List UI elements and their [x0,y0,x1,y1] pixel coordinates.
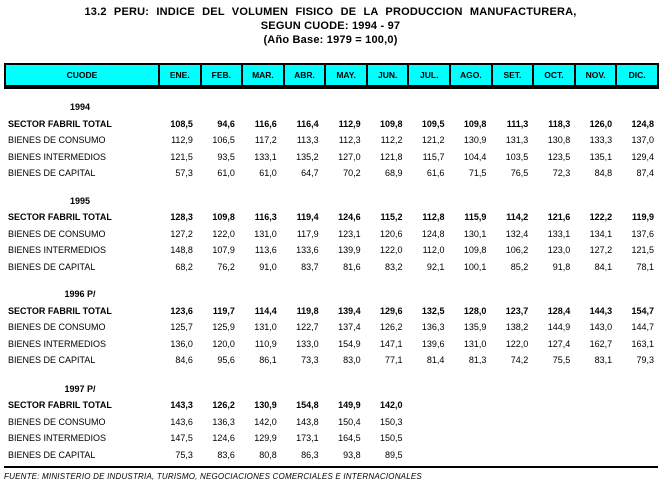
value-cell: 112,2 [380,135,403,146]
value-cell: 113,3 [296,135,319,146]
value-cell: 139,4 [338,305,361,316]
value-cell: 112,9 [338,118,361,129]
year-label: 1997 P/ [64,383,96,394]
value-cell: 121,2 [421,135,445,146]
value-cell: 112,8 [422,212,445,223]
value-cell: 127,2 [170,228,193,239]
value-cell: 84,6 [175,355,193,366]
value-cell: 119,7 [212,305,235,316]
title-line-1: 13.2 PERU: INDICE DEL VOLUMEN FISICO DE LA PRODUCCION MANUFACTURERA, [84,6,577,18]
table-row [4,132,659,149]
value-cell: 61,0 [217,168,235,179]
value-cell: 76,2 [217,261,235,272]
value-cell: 128,4 [547,305,571,316]
value-cell: 127,0 [338,151,361,162]
value-cell: 83,2 [385,261,403,272]
value-cell: 68,2 [175,261,193,272]
value-cell: 85,2 [510,261,529,272]
value-cell: 139,9 [338,245,361,256]
row-label: BIENES DE CAPITAL [8,355,96,366]
value-cell: 150,4 [338,416,361,427]
value-cell: 154,9 [338,338,361,349]
value-cell: 124,6 [212,433,235,444]
header-month-ene: ENE. [158,65,200,85]
value-cell: 143,8 [296,416,319,427]
value-cell: 130,8 [547,135,571,146]
value-cell: 72,3 [552,168,571,179]
value-cell: 75,3 [175,449,193,460]
header-month-set: SET. [491,65,533,85]
value-cell: 81,6 [343,261,361,272]
value-cell: 119,8 [296,305,319,316]
header-month-jun: JUN. [366,65,408,85]
value-cell: 129,9 [254,433,277,444]
row-label: BIENES INTERMEDIOS [8,245,107,256]
table-row [4,303,659,320]
value-cell: 133,3 [589,135,613,146]
value-cell: 154,7 [631,305,655,316]
value-cell: 142,0 [380,400,403,411]
row-label: BIENES INTERMEDIOS [8,433,107,444]
value-cell: 120,0 [212,338,235,349]
row-label: BIENES DE CAPITAL [8,449,96,460]
header-month-oct: OCT. [532,65,574,85]
value-cell: 136,0 [170,338,193,349]
table-header-row [4,63,659,89]
value-cell: 130,1 [463,228,487,239]
value-cell: 128,3 [170,212,193,223]
value-cell: 127,4 [547,338,571,349]
value-cell: 122,0 [505,338,529,349]
value-cell: 116,6 [254,118,277,129]
value-cell: 103,5 [505,151,529,162]
row-label: BIENES DE CONSUMO [8,322,106,333]
row-label: SECTOR FABRIL TOTAL [8,212,112,223]
page-title [0,0,661,47]
value-cell: 106,5 [212,135,235,146]
value-cell: 132,4 [505,228,529,239]
table-row [4,165,659,182]
table-body [4,99,659,463]
value-cell: 116,3 [254,212,277,223]
value-cell: 109,5 [421,118,445,129]
value-cell: 124,6 [338,212,361,223]
value-cell: 133,1 [547,228,571,239]
value-cell: 124,8 [631,118,655,129]
value-cell: 123,1 [338,228,361,239]
row-label: SECTOR FABRIL TOTAL [8,118,112,129]
value-cell: 125,7 [170,322,193,333]
value-cell: 131,3 [505,135,529,146]
row-label: BIENES INTERMEDIOS [8,338,107,349]
value-cell: 114,2 [506,212,529,223]
value-cell: 71,5 [468,168,487,179]
value-cell: 163,1 [631,338,655,349]
value-cell: 64,7 [301,168,319,179]
value-cell: 112,0 [422,245,445,256]
value-cell: 144,7 [631,322,655,333]
table-row [4,259,659,276]
value-cell: 122,0 [380,245,403,256]
value-cell: 119,9 [632,212,655,223]
value-cell: 77,1 [385,355,403,366]
value-cell: 80,8 [259,449,277,460]
table-row [4,336,659,353]
header-month-feb: FEB. [200,65,242,85]
value-cell: 133,1 [254,151,277,162]
value-cell: 130,9 [254,400,277,411]
value-cell: 91,0 [259,261,277,272]
header-month-may: MAY. [324,65,366,85]
row-label: SECTOR FABRIL TOTAL [8,305,112,316]
value-cell: 83,0 [343,355,361,366]
value-cell: 81,4 [426,355,445,366]
table-row [4,116,659,133]
row-label: BIENES DE CAPITAL [8,168,96,179]
value-cell: 115,9 [464,212,487,223]
year-section [4,99,659,182]
row-label: BIENES INTERMEDIOS [8,151,107,162]
value-cell: 137,6 [631,228,655,239]
value-cell: 122,0 [212,228,235,239]
year-label: 1996 P/ [64,289,96,300]
value-cell: 109,8 [463,118,487,129]
value-cell: 137,0 [631,135,655,146]
value-cell: 91,8 [552,261,571,272]
value-cell: 114,4 [254,305,277,316]
value-cell: 106,2 [505,245,529,256]
value-cell: 79,3 [636,355,655,366]
value-cell: 83,6 [217,449,235,460]
value-cell: 95,6 [217,355,235,366]
value-cell: 162,7 [589,338,613,349]
header-month-ago: AGO. [449,65,491,85]
value-cell: 121,8 [380,151,403,162]
value-cell: 126,2 [380,322,403,333]
value-cell: 122,7 [296,322,319,333]
value-cell: 109,8 [212,212,235,223]
value-cell: 122,2 [589,212,613,223]
value-cell: 150,3 [380,416,403,427]
value-cell: 119,4 [296,212,319,223]
row-label: SECTOR FABRIL TOTAL [8,400,112,411]
value-cell: 113,6 [254,245,277,256]
value-cell: 89,5 [385,449,403,460]
value-cell: 154,8 [296,400,319,411]
value-cell: 136,3 [421,322,445,333]
value-cell: 135,1 [589,151,613,162]
header-month-jul: JUL. [407,65,449,85]
value-cell: 117,9 [296,228,319,239]
value-cell: 70,2 [343,168,361,179]
value-cell: 144,3 [589,305,613,316]
value-cell: 81,3 [468,355,487,366]
value-cell: 144,9 [547,322,571,333]
value-cell: 164,5 [338,433,361,444]
table-row [4,226,659,243]
value-cell: 104,4 [463,151,487,162]
table-row [4,209,659,226]
value-cell: 126,0 [589,118,613,129]
value-cell: 93,8 [343,449,361,460]
value-cell: 131,0 [254,228,277,239]
year-row [4,193,659,210]
value-cell: 112,9 [171,135,193,146]
value-cell: 83,7 [301,261,319,272]
value-cell: 123,7 [505,305,529,316]
source-note: FUENTE: MINISTERIO DE INDUSTRIA, TURISMO, NEGOCIACIONES COMERCIALES E INTERNACIONALES [4,472,422,481]
value-cell: 121,5 [170,151,193,162]
table-row [4,149,659,166]
value-cell: 123,6 [170,305,193,316]
value-cell: 115,7 [422,151,445,162]
value-cell: 121,5 [631,245,655,256]
table-row [4,319,659,336]
value-cell: 126,2 [212,400,235,411]
year-row [4,99,659,116]
value-cell: 78,1 [636,261,655,272]
value-cell: 86,3 [301,449,319,460]
row-label: BIENES DE CONSUMO [8,416,106,427]
value-cell: 110,9 [254,338,277,349]
value-cell: 129,4 [631,151,655,162]
value-cell: 129,6 [380,305,403,316]
value-cell: 130,9 [463,135,487,146]
year-section [4,286,659,369]
value-cell: 150,5 [380,433,403,444]
value-cell: 123,5 [547,151,571,162]
value-cell: 133,6 [296,245,319,256]
value-cell: 115,2 [380,212,403,223]
value-cell: 87,4 [636,168,655,179]
value-cell: 121,6 [547,212,571,223]
value-cell: 147,1 [380,338,403,349]
header-month-abr: ABR. [283,65,325,85]
value-cell: 118,3 [548,118,571,129]
value-cell: 75,5 [552,355,571,366]
row-label: BIENES DE CAPITAL [8,261,96,272]
value-cell: 124,8 [421,228,445,239]
value-cell: 143,6 [170,416,193,427]
value-cell: 109,8 [463,245,487,256]
table-row [4,447,659,464]
value-cell: 143,3 [170,400,193,411]
header-cuode-cell: CUODE [66,70,98,80]
value-cell: 92,1 [426,261,445,272]
row-label: BIENES DE CONSUMO [8,228,106,239]
value-cell: 74,2 [510,355,529,366]
year-label: 1995 [69,195,91,206]
value-cell: 139,6 [421,338,445,349]
table-row [4,397,659,414]
value-cell: 128,0 [463,305,487,316]
value-cell: 135,2 [296,151,319,162]
value-cell: 142,0 [254,416,277,427]
value-cell: 73,3 [301,355,319,366]
value-cell: 133,0 [296,338,319,349]
value-cell: 94,6 [217,118,235,129]
value-cell: 93,5 [217,151,235,162]
value-cell: 136,3 [212,416,235,427]
title-line-2: SEGUN CUODE: 1994 - 97 [260,20,401,32]
table-row [4,414,659,431]
value-cell: 61,0 [259,168,277,179]
value-cell: 117,2 [254,135,277,146]
header-month-nov: NOV. [574,65,616,85]
value-cell: 137,4 [338,322,361,333]
value-cell: 125,9 [212,322,235,333]
value-cell: 120,6 [380,228,403,239]
title-line-3: (Año Base: 1979 = 100,0) [263,34,398,46]
year-label: 1994 [69,102,91,113]
value-cell: 135,9 [463,322,487,333]
value-cell: 108,5 [170,118,193,129]
table-row [4,242,659,259]
value-cell: 61,6 [426,168,445,179]
value-cell: 107,9 [212,245,235,256]
value-cell: 149,9 [338,400,361,411]
row-label: BIENES DE CONSUMO [8,135,106,146]
table-row [4,430,659,447]
year-section [4,193,659,276]
value-cell: 138,2 [505,322,529,333]
table-row [4,352,659,369]
value-cell: 57,3 [175,168,193,179]
value-cell: 131,0 [463,338,487,349]
value-cell: 123,0 [547,245,571,256]
header-month-dic: DIC. [615,65,657,85]
value-cell: 134,1 [589,228,613,239]
value-cell: 143,0 [589,322,613,333]
year-row [4,286,659,303]
value-cell: 131,0 [254,322,277,333]
value-cell: 132,5 [421,305,445,316]
value-cell: 112,3 [338,135,361,146]
value-cell: 116,4 [296,118,319,129]
value-cell: 68,9 [385,168,403,179]
year-row [4,381,659,398]
value-cell: 148,8 [170,245,193,256]
value-cell: 173,1 [296,433,319,444]
year-section [4,381,659,464]
value-cell: 84,1 [594,261,613,272]
value-cell: 86,1 [259,355,277,366]
value-cell: 111,3 [506,118,529,129]
value-cell: 109,8 [380,118,403,129]
value-cell: 100,1 [463,261,487,272]
header-month-mar: MAR. [241,65,283,85]
value-cell: 84,8 [594,168,613,179]
value-cell: 76,5 [510,168,529,179]
value-cell: 127,2 [589,245,613,256]
value-cell: 147,5 [170,433,193,444]
value-cell: 83,1 [594,355,613,366]
